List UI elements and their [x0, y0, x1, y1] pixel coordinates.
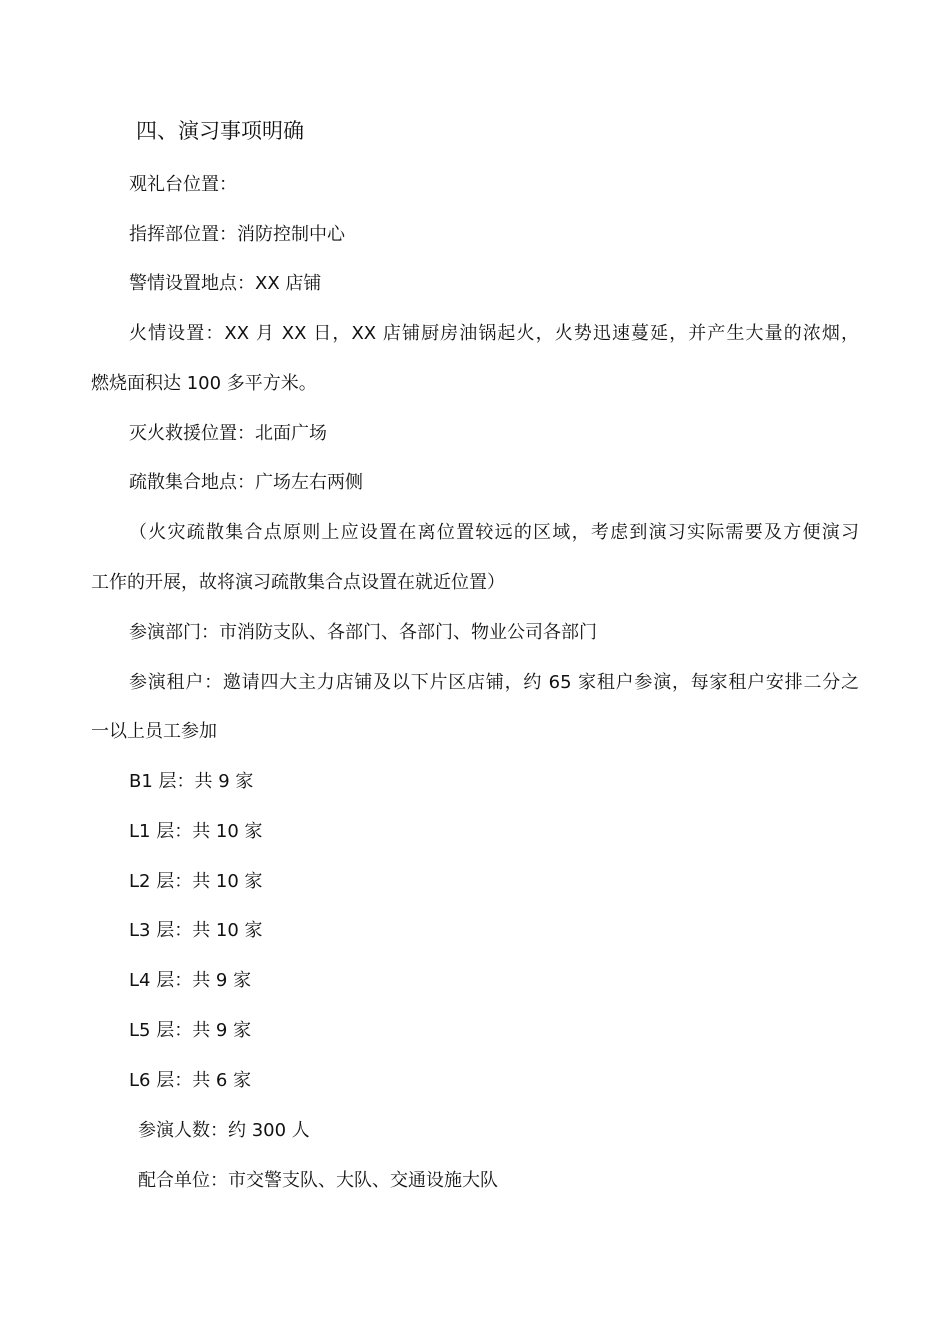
reviewing-stand-line: 观礼台位置：	[129, 174, 237, 195]
floor-line-b1: B1 层：共 9 家	[129, 771, 254, 792]
cooperating-units-line: 配合单位：市交警支队、大队、交通设施大队	[138, 1170, 498, 1191]
alarm-location-line: 警情设置地点：XX 店铺	[129, 273, 322, 294]
tenants-line-2: 一以上员工参加	[91, 721, 217, 742]
floor-line-l5: L5 层：共 9 家	[129, 1020, 252, 1041]
departments-line: 参演部门：市消防支队、各部门、各部门、物业公司各部门	[129, 622, 597, 643]
participants-line: 参演人数：约 300 人	[138, 1120, 310, 1141]
command-post-line: 指挥部位置：消防控制中心	[129, 224, 345, 245]
section-title: 四、演习事项明确	[136, 119, 304, 143]
assembly-note-line-2: 工作的开展，故将演习疏散集合点设置在就近位置）	[91, 572, 505, 593]
floor-line-l6: L6 层：共 6 家	[129, 1070, 252, 1091]
tenants-line-1: 参演租户：邀请四大主力店铺及以下片区店铺，约 65 家租户参演，每家租户安排二分之	[129, 672, 859, 693]
assembly-location-line: 疏散集合地点：广场左右两侧	[129, 472, 363, 493]
floor-line-l1: L1 层：共 10 家	[129, 821, 263, 842]
fire-setting-line-1: 火情设置：XX 月 XX 日，XX 店铺厨房油锅起火，火势迅速蔓延，并产生大量的浓烟，	[129, 323, 859, 344]
assembly-note-line-1: （火灾疏散集合点原则上应设置在离位置较远的区域，考虑到演习实际需要及方便演习	[129, 522, 859, 543]
floor-line-l2: L2 层：共 10 家	[129, 871, 263, 892]
floor-line-l4: L4 层：共 9 家	[129, 970, 252, 991]
floor-line-l3: L3 层：共 10 家	[129, 920, 263, 941]
rescue-location-line: 灭火救援位置：北面广场	[129, 423, 327, 444]
fire-setting-line-2: 燃烧面积达 100 多平方米。	[91, 373, 317, 394]
